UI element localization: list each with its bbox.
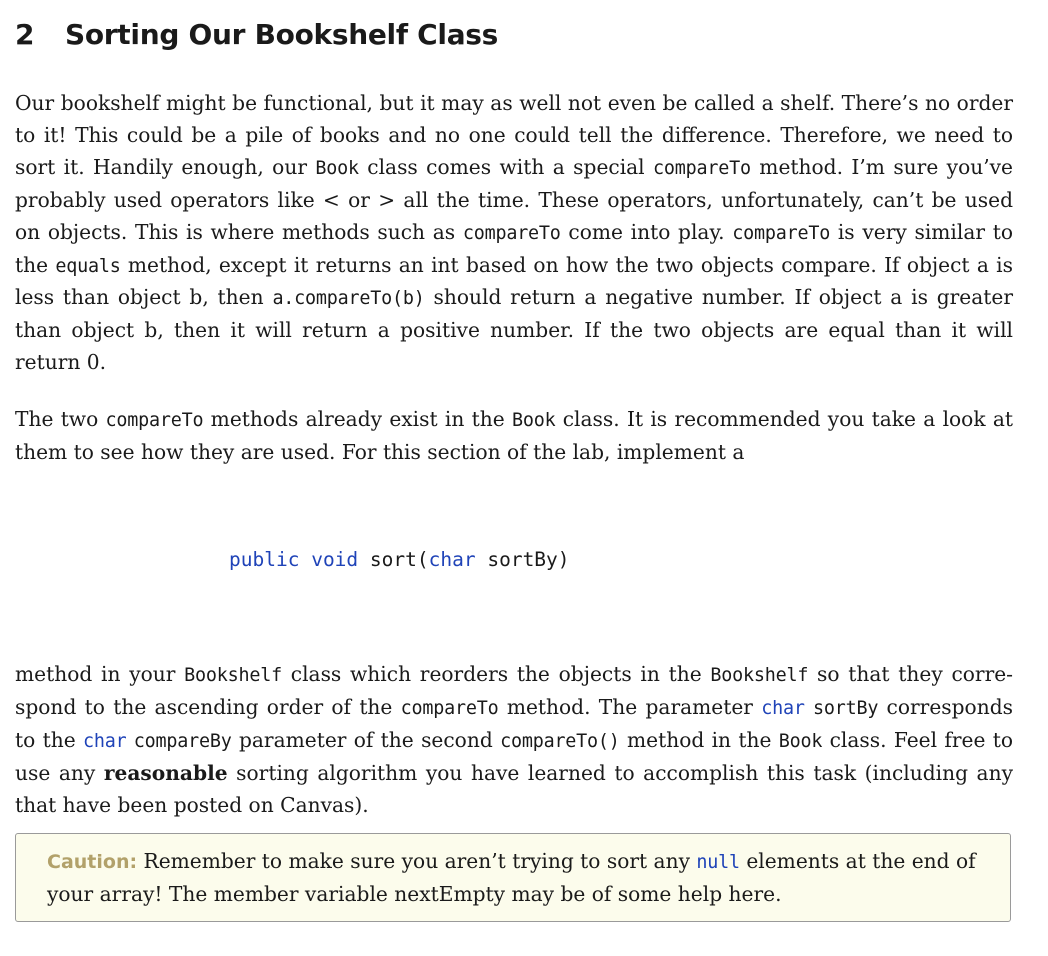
- inline-code: compareTo(): [500, 730, 620, 752]
- keyword-char: char: [428, 548, 476, 571]
- section-heading: [15, 18, 498, 51]
- inline-code: Book: [778, 730, 823, 752]
- caution-text: [47, 846, 987, 911]
- paragraph-existing-methods: [15, 404, 1013, 469]
- method-name: sort(: [369, 548, 429, 571]
- text: is very similar to the: [15, 219, 1013, 277]
- text: class which reorders the objects in the: [282, 662, 711, 686]
- inline-code: compareBy: [133, 730, 232, 752]
- inline-code: compareTo: [653, 157, 751, 179]
- text: class comes with a special: [358, 154, 654, 179]
- text: so that they corre-spond to the ascending order of the: [15, 662, 1013, 719]
- inline-keyword: null: [696, 852, 740, 873]
- inline-keyword: char: [82, 730, 127, 752]
- inline-code: Bookshelf: [184, 665, 283, 686]
- section-number: 2: [15, 18, 35, 51]
- bold-text: reasonable: [103, 760, 228, 785]
- keyword-void: void: [311, 548, 359, 571]
- text: methods already exist in the: [203, 407, 512, 431]
- text: Our bookshelf might be functional, but it may as well not even be called a shelf. There’s no order to it! This could be a pile of books and no one could tell the difference. Therefore, we need to sort it. Handily enough, our: [15, 91, 1013, 179]
- method-signature-code: [229, 548, 570, 571]
- inline-code: sortBy: [813, 697, 879, 719]
- caution-box: [15, 833, 1011, 922]
- text: The two: [15, 407, 106, 431]
- keyword-public: public: [229, 548, 300, 571]
- text: corresponds to the: [15, 694, 1013, 752]
- inline-code: equals: [55, 255, 121, 277]
- inline-code: Book: [511, 410, 556, 431]
- text: class. It is recommended you take a look at them to see how they are used. For this section of the lab, implement a: [15, 407, 1014, 464]
- text: method in your: [15, 662, 185, 686]
- inline-code: compareTo: [105, 410, 204, 431]
- text: sorting algorithm you have learned to accomplish this task (including any that have been posted on Canvas).: [15, 760, 1013, 817]
- text: method, except it returns an int based on how the two objects compare. If object a is less than object b, then: [15, 252, 1013, 310]
- paragraph-intro: [15, 88, 1013, 379]
- inline-code: compareTo: [400, 697, 499, 719]
- text: method. I’m sure you’ve probably used operators like < or > all the time. These operators, unfortunately, can’t be used on objects. This is where methods such as: [15, 154, 1014, 244]
- inline-code: compareTo: [462, 222, 561, 244]
- parameter-name: sortBy): [487, 548, 570, 571]
- inline-code: compareTo: [732, 222, 831, 244]
- inline-code: a.compareTo(b): [272, 288, 425, 310]
- text: come into play.: [560, 219, 733, 244]
- inline-code: Bookshelf: [710, 665, 809, 686]
- inline-code: Book: [315, 157, 359, 179]
- section-title: Sorting Our Bookshelf Class: [65, 18, 499, 51]
- text: method. The parameter: [498, 694, 762, 719]
- text: elements at the end of your array! The member variable nextEmpty may be of some help here.: [47, 849, 976, 906]
- text: should return a negative number. If object a is greater than object b, then it will return a positive number. If the two objects are equal than it will return 0.: [15, 285, 1014, 375]
- paragraph-sort-instructions: [15, 659, 1013, 822]
- text: Remember to make sure you aren’t trying to sort any: [137, 849, 697, 873]
- text: method in the: [619, 727, 779, 752]
- text: class. Feel free to use any: [15, 727, 1013, 785]
- inline-keyword: char: [761, 697, 805, 719]
- text: parameter of the second: [231, 727, 501, 752]
- caution-label: Caution:: [47, 851, 138, 873]
